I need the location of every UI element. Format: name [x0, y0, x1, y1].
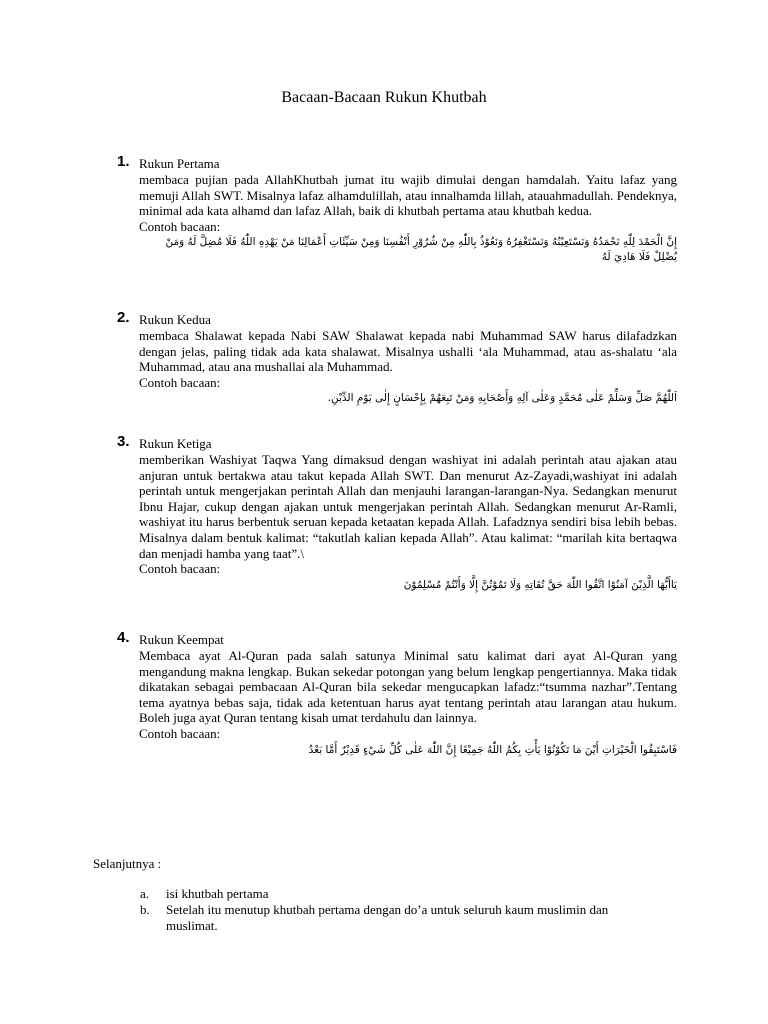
- example-label: Contoh bacaan:: [139, 561, 221, 577]
- arabic-example: فَاسْتَبِقُوا الْخَيْرَاتِ أَيْنَ مَا تَكُوْنُوْا يَأْتِ بِكُمُ اللّٰهُ جَمِيْعًا إِنَّ اللّٰهَ عَلٰى كُلِّ شَيْءٍ قَدِيْرٌ أَمَّا بَعْدُ: [308, 743, 677, 756]
- list-marker: b.: [140, 902, 150, 917]
- list-item: [140, 886, 660, 902]
- section-heading: Rukun Pertama: [139, 156, 220, 171]
- arabic-example: اَللّٰهُمَّ صَلِّ وَسَلِّمْ عَلٰى مُحَمَّدٍ وَعَلٰى آلِهِ وَأَصْحَابِهِ وَمَنْ تَبِعَهُمْ بِإِحْسَانٍ إِلٰى يَوْمِ الدِّيْنِ.: [327, 392, 677, 405]
- list-marker: a.: [140, 886, 150, 901]
- document-title: Bacaan-Bacaan Rukun Khutbah: [281, 89, 487, 106]
- section-number: 4.: [117, 629, 130, 646]
- example-label: Contoh bacaan:: [139, 374, 221, 390]
- section-heading: Rukun Keempat: [139, 632, 224, 647]
- section-body: [139, 172, 677, 265]
- section-text: memberikan Washiyat Taqwa Yang dimaksud dengan washiyat ini adalah perintah atau ajakan atau anjuran untuk bertakwa atau takut kepada Allah SWT. Dan menurut Az-Zayadi,washiyat ini adalah perintah untuk mengerjakan perintah Allah dan menjauhi larangan-larangan-Nya. Sedangkan menurut Ibnu Hajar, cukup dengan ajakan untuk mengerjakan perintah Allah. Sedangkan menurut Ar-Ramli, washiyat itu harus berbentuk seruan kepada ketaatan kepada Allah. Lafadznya sendiri bisa lebih bebas. Misalnya dalam bentuk kalimat: “takutlah kalian kepada Allah”. Atau kalimat: “marilah kita bertaqwa dan menjadi hamba yang taat”.\: [139, 452, 677, 561]
- list-item-text: isi khutbah pertama: [166, 886, 269, 901]
- section-text: Membaca ayat Al-Quran pada salah satunya Minimal satu kalimat dari ayat Al-Quran yang mengandung makna lengkap. Bukan sekedar potongan yang belum lengkap pengertiannya. Maka tidak dikatakan sebagai pembacaan Al-Quran bila sekedar mengucapkan lafadz:“tsumma nazhar”.Tentang tema ayatnya bebas saja, tidak ada ketentuan harus ayat tentang perintah atau larangan atau hukum. Boleh juga ayat Quran tentang kisah umat terdahulu dan lainnya.: [139, 648, 677, 726]
- section-body: [139, 452, 677, 593]
- selanjutnya-label: Selanjutnya :: [93, 856, 162, 871]
- section-body: [139, 328, 677, 406]
- section-heading: Rukun Ketiga: [139, 436, 212, 451]
- list-item: [140, 902, 660, 934]
- section-number: 1.: [117, 153, 130, 170]
- section-text: membaca pujian pada AllahKhutbah jumat itu wajib dimulai dengan hamdalah. Yaitu lafaz yang memuji Allah SWT. Misalnya lafaz alhamdulillah, atau innalhamda lillah, atauahmadullah. Pendeknya, minimal ada kata alhamd dan lafaz Allah, baik di khutbah pertama atau khutbah kedua.: [139, 172, 677, 219]
- arabic-example: يَاأَيُّهَا الَّذِيْنَ آمَنُوْا اتَّقُوا اللّٰهَ حَقَّ تُقَاتِهِ وَلَا تَمُوْتُنَّ إِلَّا وَأَنْتُمْ مُسْلِمُوْنَ: [403, 578, 677, 591]
- section-number: 3.: [117, 433, 130, 450]
- example-label: Contoh bacaan:: [139, 218, 221, 234]
- arabic-example: إِنَّ الْحَمْدَ لِلّٰهِ نَحْمَدُهُ وَنَسْتَعِيْنُهُ وَنَسْتَغْفِرُهُ وَنَعُوْذُ بِاللّٰهِ مِنْ شُرُوْرِ أَنْفُسِنَا وَمِنْ سَيِّئَاتِ أَعْمَالِنَا مَنْ يَهْدِهِ اللّٰهُ فَلَا مُضِلَّ لَهُ وَمَنْ يُضْلِلْ فَلَا هَادِيَ لَهُ: [165, 236, 677, 264]
- section-heading: Rukun Kedua: [139, 312, 211, 327]
- section-body: [139, 648, 677, 758]
- list-item-text: Setelah itu menutup khutbah pertama dengan do’a untuk seluruh kaum muslimin dan muslimat.: [166, 902, 609, 933]
- section-number: 2.: [117, 309, 130, 326]
- next-steps-list: [140, 886, 660, 934]
- example-label: Contoh bacaan:: [139, 725, 221, 741]
- section-text: membaca Shalawat kepada Nabi SAW Shalawat kepada nabi Muhammad SAW harus dilafadzkan dengan jelas, paling tidak ada kata shalawat. Misalnya ushalli ‘ala Muhammad, atau as-shalatu ‘ala Muhammad, atau ana mushallai ala Muhammad.: [139, 328, 677, 375]
